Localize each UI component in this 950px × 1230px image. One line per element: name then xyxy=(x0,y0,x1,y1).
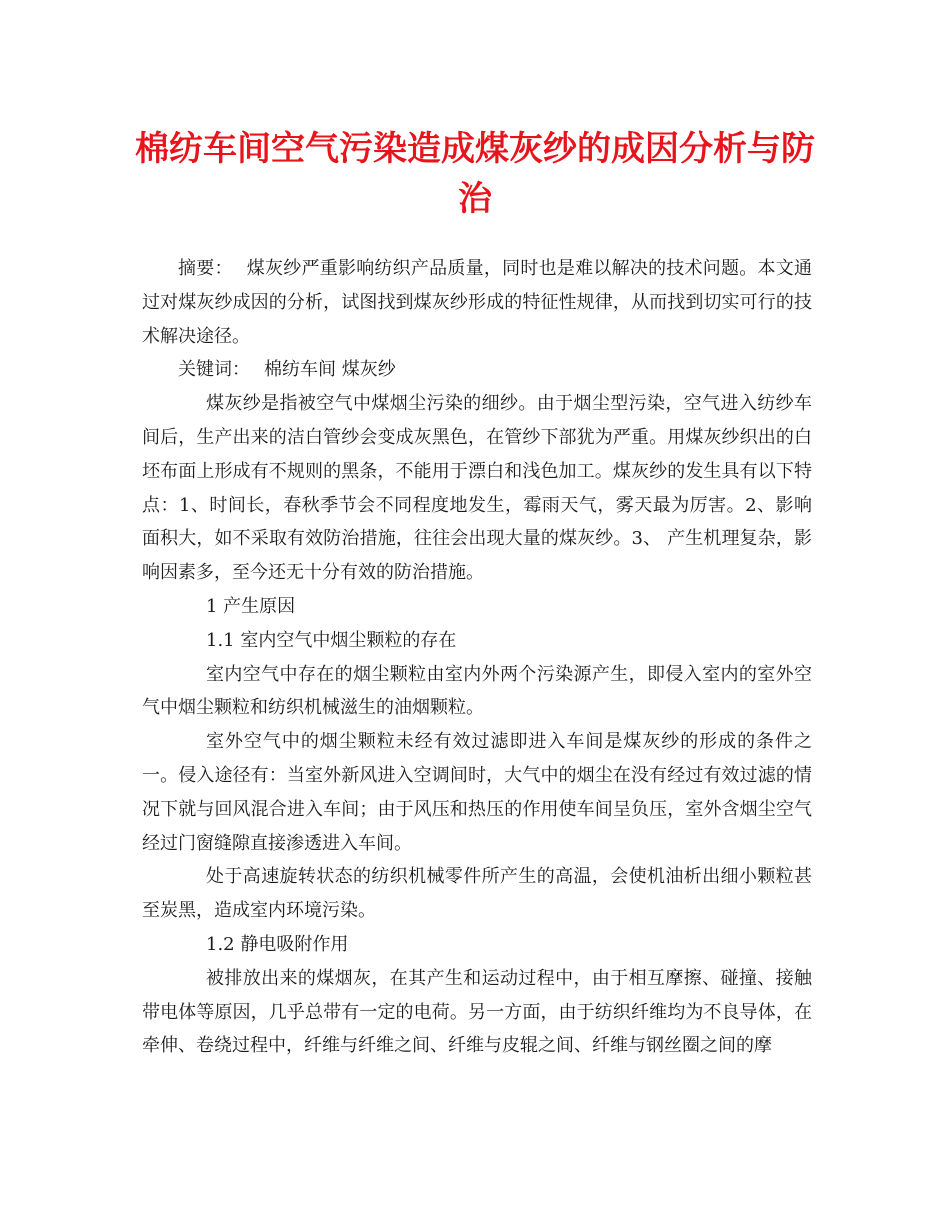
section-heading-1: 1 产生原因 xyxy=(206,595,296,617)
paragraph-intro: 煤灰纱是指被空气中煤烟尘污染的细纱。由于烟尘型污染，空气进入纺纱车间后，生产出来的洁白管纱会变成灰黑色，在管纱下部犹为严重。用煤灰纱织出的白坯布面上形成有不规则的黑条，不能用于漂白和浅色加工。煤灰纱的发生具有以下特点：1、时间长，春秋季节会不同程度地发生，霉雨天气，雾天最为厉害。2、影响面积大，如不采取有效防治措施，往往会出现大量的煤灰纱。3、 产生机理复杂，影响因素多，至今还无十分有效的防治措施。 xyxy=(142,393,812,584)
paragraph-outdoor-particles: 室外空气中的烟尘颗粒未经有效过滤即进入车间是煤灰纱的形成的条件之一。侵入途径有：当室外新风进入空调间时，大气中的烟尘在没有经过有效过滤的情况下就与回风混合进入车间；由于风压和热压的作用使车间呈负压，室外含烟尘空气经过门窗缝隙直接渗透进入车间。 xyxy=(142,731,812,854)
paragraph-pollution-sources: 室内空气中存在的烟尘颗粒由室内外两个污染源产生，即侵入室内的室外空气中烟尘颗粒和纺织机械滋生的油烟颗粒。 xyxy=(142,663,812,719)
abstract-label: 摘要： xyxy=(178,258,233,279)
document-title: 棉纺车间空气污染造成煤灰纱的成因分析与防治 xyxy=(135,129,815,219)
subsection-heading-1-2: 1.2 静电吸附作用 xyxy=(206,933,349,955)
document-body xyxy=(142,252,812,1063)
subsection-heading-1-1: 1.1 室内空气中烟尘颗粒的存在 xyxy=(206,629,457,651)
keywords-text: 棉纺车间 煤灰纱 xyxy=(264,359,396,381)
abstract-paragraph xyxy=(142,252,812,353)
keywords-label: 关键词： xyxy=(178,359,250,381)
paragraph-machine-oil: 处于高速旋转状态的纺织机械零件所产生的高温，会使机油析出细小颗粒甚至炭黑，造成室内环境污染。 xyxy=(142,866,812,922)
keywords-paragraph xyxy=(142,353,812,387)
abstract-text: 煤灰纱严重影响纺织产品质量，同时也是难以解决的技术问题。本文通过对煤灰纱成因的分析，试图找到煤灰纱形成的特征性规律，从而找到切实可行的技术解决途径。 xyxy=(142,258,813,347)
paragraph-static-adsorption: 被排放出来的煤烟灰，在其产生和运动过程中，由于相互摩擦、碰撞、接触带电体等原因，几乎总带有一定的电荷。另一方面，由于纺织纤维均为不良导体，在牵伸、卷绕过程中，纤维与纤维之间、纤维与皮辊之间、纤维与钢丝圈之间的摩 xyxy=(142,967,812,1057)
